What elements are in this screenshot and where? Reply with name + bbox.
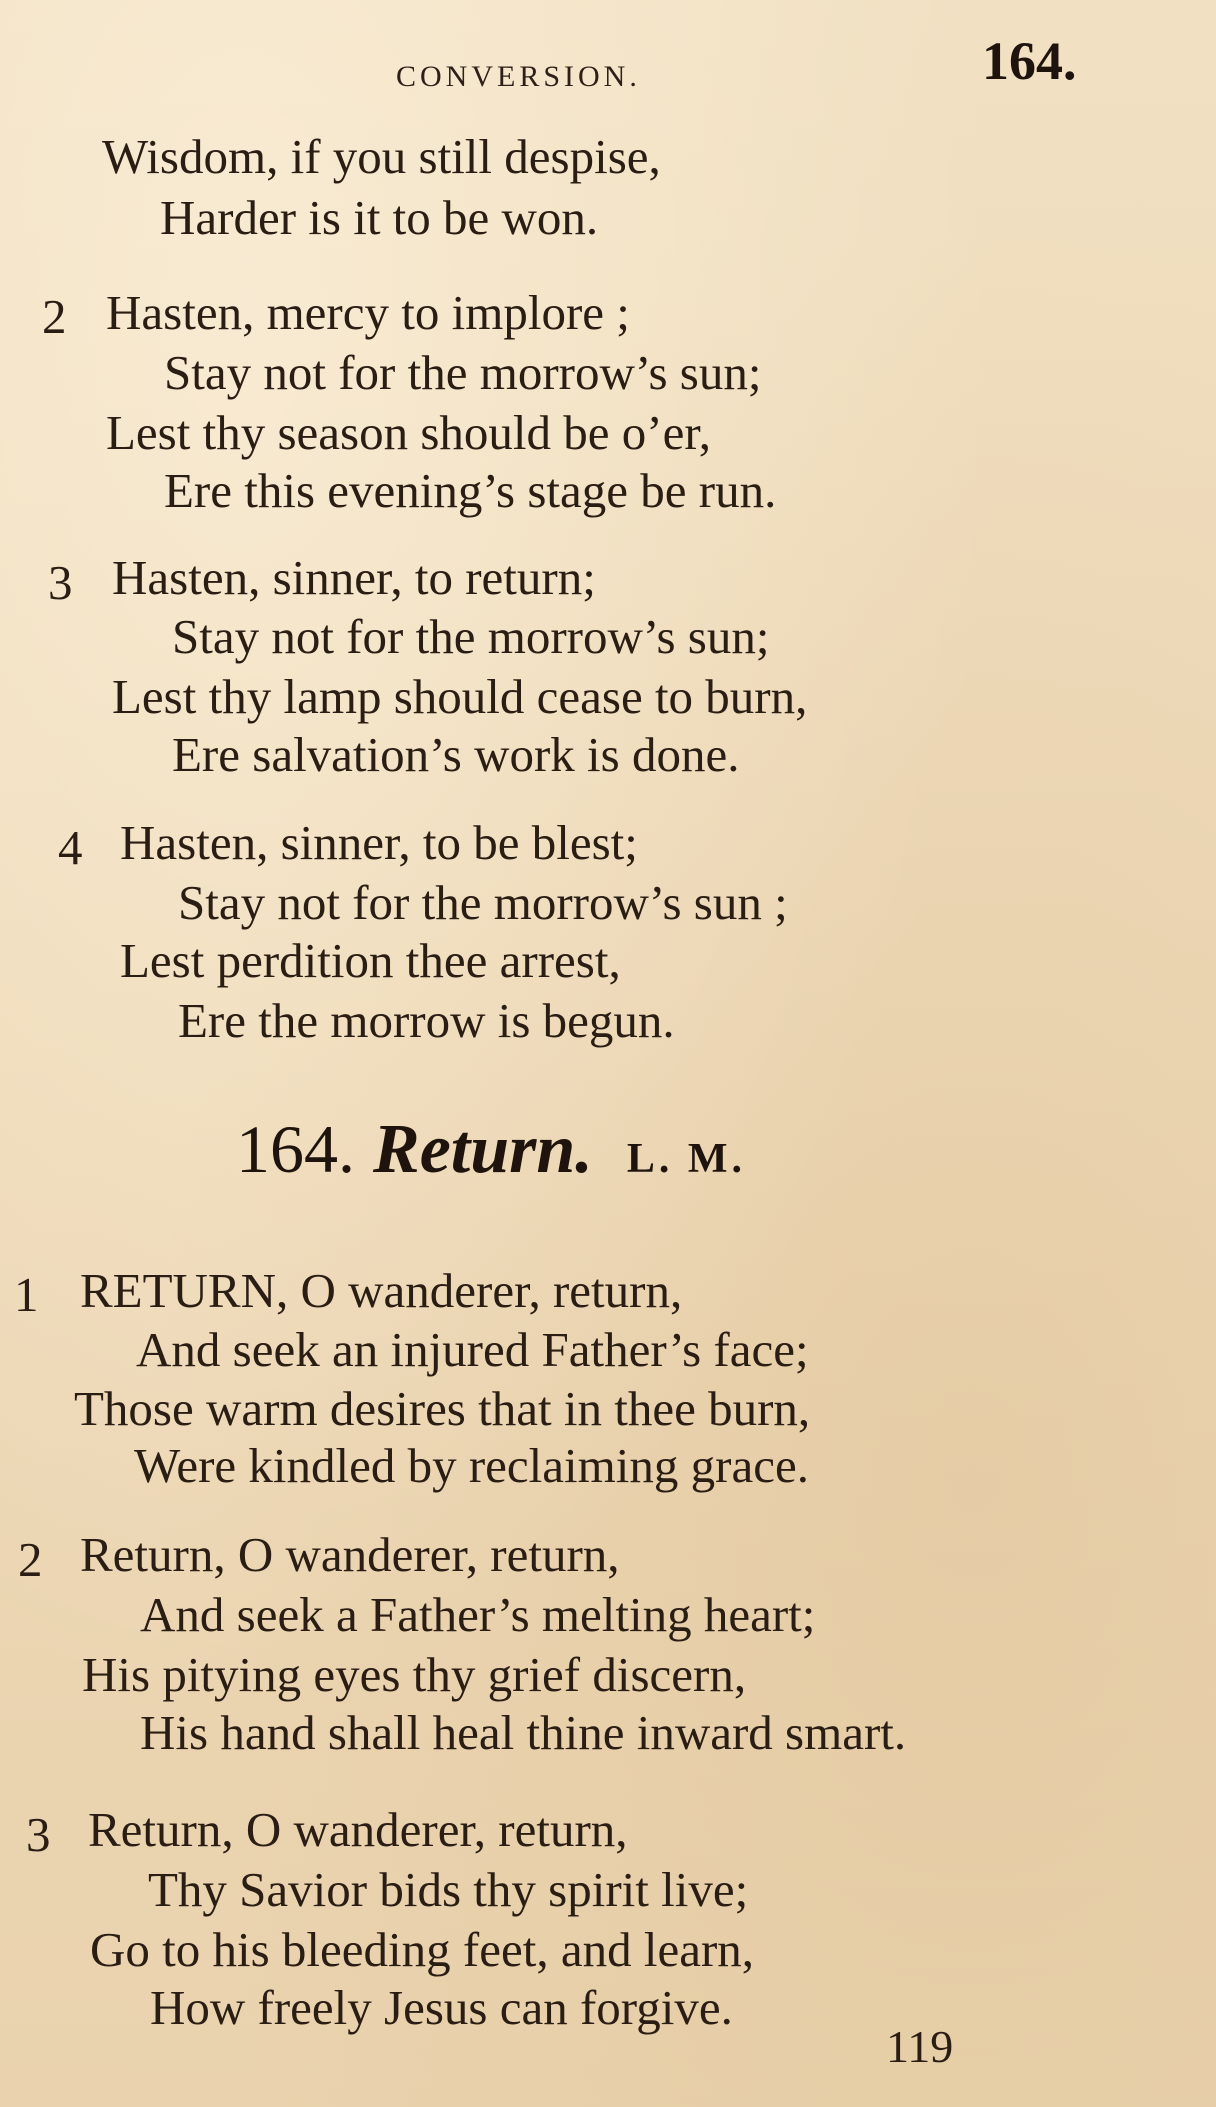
verse-line: Ere the morrow is begun. [178,993,675,1048]
stanza-number: 3 [26,1807,51,1862]
verse-line: Ere this evening’s stage be run. [164,463,777,518]
verse-line: Harder is it to be won. [160,190,599,245]
verse-line: Lest thy season should be o’er, [106,405,711,460]
verse-line: Ere salvation’s work is done. [172,727,740,782]
verse-line: Stay not for the morrow’s sun; [172,609,770,664]
verse-line: Thy Savior bids thy spirit live; [148,1862,749,1917]
verse-line: Stay not for the morrow’s sun ; [178,875,788,930]
verse-line: Lest perdition thee arrest, [120,933,621,988]
verse-line: Wisdom, if you still despise, [102,129,661,184]
verse-line: RETURN, O wanderer, return, [80,1263,683,1318]
verse-line: Hasten, mercy to implore ; [106,285,630,340]
stanza-number: 4 [58,820,83,875]
running-head: CONVERSION. [396,60,641,93]
verse-line: Hasten, sinner, to be blest; [120,815,638,870]
hymn-heading [236,1110,746,1190]
stanza-number: 1 [14,1267,39,1322]
verse-line: Lest thy lamp should cease to burn, [112,669,808,724]
verse-line: Stay not for the morrow’s sun; [164,345,762,400]
stanza-number: 2 [18,1532,43,1587]
verse-line: Hasten, sinner, to return; [112,550,596,605]
verse-line: Return, O wanderer, return, [88,1802,628,1857]
hymn-number-header: 164. [982,31,1077,91]
stanza-number: 2 [42,289,67,344]
verse-line: How freely Jesus can forgive. [150,1980,733,2035]
hymn-meter: L. M. [626,1136,746,1182]
verse-line: His pitying eyes thy grief discern, [82,1647,747,1702]
verse-line: His hand shall heal thine inward smart. [140,1705,907,1760]
verse-line: Were kindled by reclaiming grace. [134,1438,809,1493]
verse-line: Return, O wanderer, return, [80,1527,620,1582]
verse-line: Those warm desires that in thee burn, [74,1381,811,1436]
verse-line: And seek a Father’s melting heart; [140,1587,816,1642]
stanza-number: 3 [48,555,73,610]
hymn-number: 164. [236,1111,355,1187]
verse-line: Go to his bleeding feet, and learn, [90,1922,755,1977]
verse-line: And seek an injured Father’s face; [136,1322,809,1377]
hymn-title: Return. [373,1111,593,1188]
page-number: 119 [886,2021,954,2072]
